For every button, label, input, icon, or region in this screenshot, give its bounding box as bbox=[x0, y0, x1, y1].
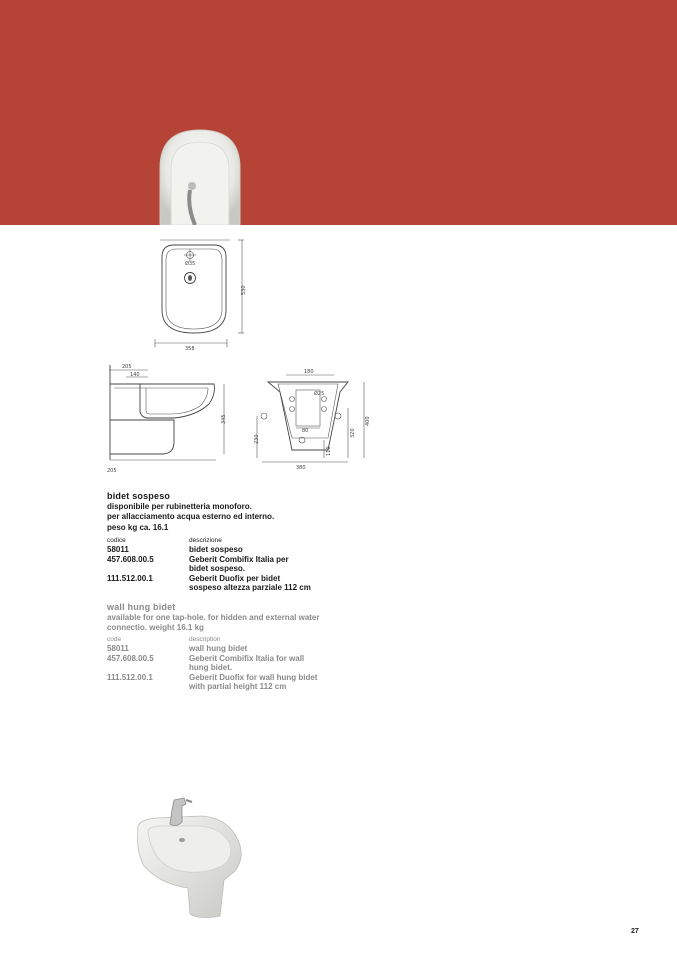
back-total-dim: 400 bbox=[365, 416, 371, 426]
desc-line: Geberit Duofix for wall hung bidet bbox=[189, 672, 318, 682]
code-cell: 58011 bbox=[107, 545, 129, 554]
english-spec-block bbox=[107, 602, 347, 692]
italian-desc-line: per allacciamento acqua esterno ed interno. bbox=[107, 511, 275, 521]
side-bottom-dim: 205 bbox=[107, 468, 117, 474]
table-row bbox=[107, 545, 311, 555]
english-code-table bbox=[107, 636, 317, 692]
table-header bbox=[107, 636, 317, 644]
italian-title: bidet sospeso bbox=[107, 491, 171, 501]
desc-line: Geberit Duofix per bidet bbox=[189, 573, 281, 583]
bidet-top-view-photo bbox=[157, 128, 243, 225]
italian-weight: peso kg ca. 16.1 bbox=[107, 523, 169, 532]
code-cell: 457.608.00.5 bbox=[107, 554, 154, 564]
desc-line: sospeso altezza parziale 112 cm bbox=[189, 583, 311, 592]
desc-cell bbox=[189, 555, 311, 574]
italian-desc-line: disponibile per rubinetteria monoforo. bbox=[107, 502, 252, 511]
side-view-drawing bbox=[104, 360, 234, 478]
back-width-dim: 380 bbox=[296, 465, 306, 471]
desc-line: hung bidet. bbox=[189, 663, 233, 672]
red-banner bbox=[0, 0, 677, 225]
top-view-drawing bbox=[150, 235, 250, 355]
desc-cell bbox=[189, 545, 311, 555]
side-height-dim: 345 bbox=[221, 414, 227, 424]
table-row bbox=[107, 574, 311, 593]
table-row bbox=[107, 555, 311, 574]
code-cell: 457.608.00.5 bbox=[107, 653, 154, 663]
desc-line: Geberit Combifix Italia per bbox=[189, 554, 289, 564]
bidet-product-photo bbox=[130, 796, 250, 922]
table-row bbox=[107, 644, 317, 654]
back-hole-dim: Ø25 bbox=[314, 391, 325, 397]
table-row bbox=[107, 673, 317, 692]
page-number: 27 bbox=[631, 928, 639, 935]
desc-header: descrizione bbox=[189, 537, 222, 544]
length-dim: 530 bbox=[241, 285, 247, 295]
english-title: wall hung bidet bbox=[107, 602, 176, 612]
hole-dim: Ø35 bbox=[185, 261, 196, 267]
desc-cell bbox=[189, 673, 317, 692]
desc-line: Geberit Combifix Italia for wall bbox=[189, 653, 305, 663]
desc-line: wall hung bidet bbox=[189, 644, 248, 653]
side-top1-dim: 205 bbox=[122, 364, 132, 370]
english-desc-line: available for one tap-hole. for hidden and external water bbox=[107, 613, 320, 622]
code-header: code bbox=[107, 636, 122, 643]
desc-line: bidet sospeso. bbox=[189, 564, 246, 573]
desc-cell bbox=[189, 644, 317, 654]
table-row bbox=[107, 654, 317, 673]
back-view-drawing bbox=[252, 368, 372, 472]
back-inner-dim: 80 bbox=[302, 428, 309, 434]
back-bottom-dim: 110 bbox=[326, 446, 332, 456]
code-cell: 111.512.00.1 bbox=[107, 672, 153, 682]
desc-header: description bbox=[189, 636, 221, 643]
english-desc-line: connectio. weight 16.1 kg bbox=[107, 622, 204, 632]
desc-line: with partial height 112 cm bbox=[189, 682, 287, 691]
table-header bbox=[107, 537, 311, 545]
back-right-dim: 320 bbox=[350, 428, 356, 438]
back-top-dim: 180 bbox=[304, 369, 314, 375]
width-dim: 358 bbox=[185, 346, 195, 352]
desc-line: bidet sospeso bbox=[189, 545, 243, 554]
side-top2-dim: 140 bbox=[130, 372, 140, 378]
code-cell: 58011 bbox=[107, 644, 129, 653]
code-header: codice bbox=[107, 537, 126, 544]
desc-cell bbox=[189, 654, 317, 673]
italian-code-table bbox=[107, 537, 311, 593]
back-left-dim: 230 bbox=[254, 434, 260, 444]
desc-cell bbox=[189, 574, 311, 593]
italian-spec-block bbox=[107, 491, 347, 593]
code-cell: 111.512.00.1 bbox=[107, 573, 153, 583]
